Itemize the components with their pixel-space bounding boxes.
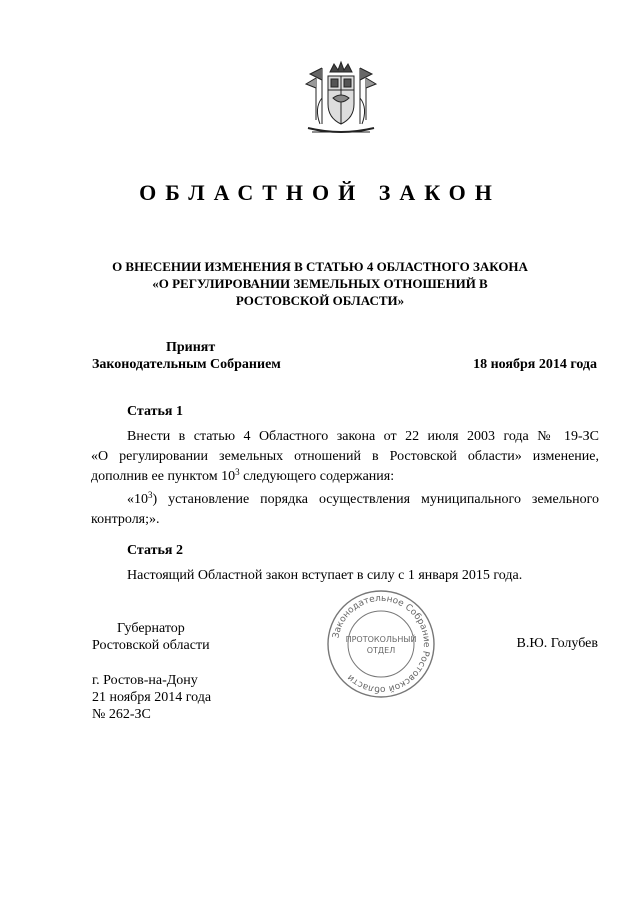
document-type-heading: ОБЛАСТНОЙ ЗАКОН (139, 180, 501, 205)
document-title-line: «О РЕГУЛИРОВАНИИ ЗЕМЕЛЬНЫХ ОТНОШЕНИЙ В (152, 276, 488, 291)
signatory-name: В.Ю. Голубев (516, 636, 598, 651)
paragraph-line: Внести в статью 4 Областного закона от 22 июля 2003 года № 19-ЗС (127, 429, 599, 444)
signatory-position-line: Ростовской области (92, 638, 210, 653)
superscript: 3 (148, 490, 153, 500)
stamp-ring-text: Законодательное Собрание Ростовской области (331, 593, 432, 695)
article-2-paragraph (91, 566, 599, 586)
paragraph-line: Настоящий Областной закон вступает в силу с 1 января 2015 года. (127, 568, 523, 583)
stamp-center-line: ОТДЕЛ (366, 646, 396, 655)
stamp-center-line: ПРОТОКОЛЬНЫЙ (345, 635, 417, 644)
adopted-by: Законодательным Собранием (92, 357, 281, 372)
paragraph-text: дополнив ее пунктом 10 (91, 469, 236, 484)
article-2-heading: Статья 2 (127, 543, 183, 558)
issuance-details (92, 672, 211, 723)
signatory-position (92, 620, 210, 654)
rostov-oblast-coat-of-arms-icon (300, 58, 382, 138)
law-number: № 262-ЗС (92, 707, 151, 722)
document-title-line: О ВНЕСЕНИИ ИЗМЕНЕНИЯ В СТАТЬЮ 4 ОБЛАСТНОГО ЗАКОНА (112, 259, 528, 274)
adoption-date: 18 ноября 2014 года (473, 357, 597, 372)
document-title (70, 258, 570, 309)
article-1-heading: Статья 1 (127, 404, 183, 419)
paragraph-text: ) установление порядка осуществления муниципального земельного (152, 492, 599, 507)
official-stamp (325, 588, 437, 700)
paragraph-text: следующего содержания: (239, 469, 395, 484)
paragraph-line (91, 467, 599, 487)
document-title-line: РОСТОВСКОЙ ОБЛАСТИ» (235, 293, 405, 308)
paragraph-line: контроля;». (91, 512, 160, 527)
issuance-place: г. Ростов-на-Дону (92, 673, 198, 688)
article-1-paragraph-1 (91, 427, 599, 487)
adopted-label: Принят (166, 340, 216, 355)
paragraph-text: «10 (127, 492, 148, 507)
paragraph-line: «О регулировании земельных отношений в Ростовской области» изменение, (91, 449, 599, 464)
signatory-position-line: Губернатор (117, 621, 185, 636)
superscript: 3 (235, 467, 240, 477)
article-1-paragraph-2 (91, 490, 599, 530)
issuance-date: 21 ноября 2014 года (92, 690, 212, 705)
paragraph-line (91, 490, 599, 510)
